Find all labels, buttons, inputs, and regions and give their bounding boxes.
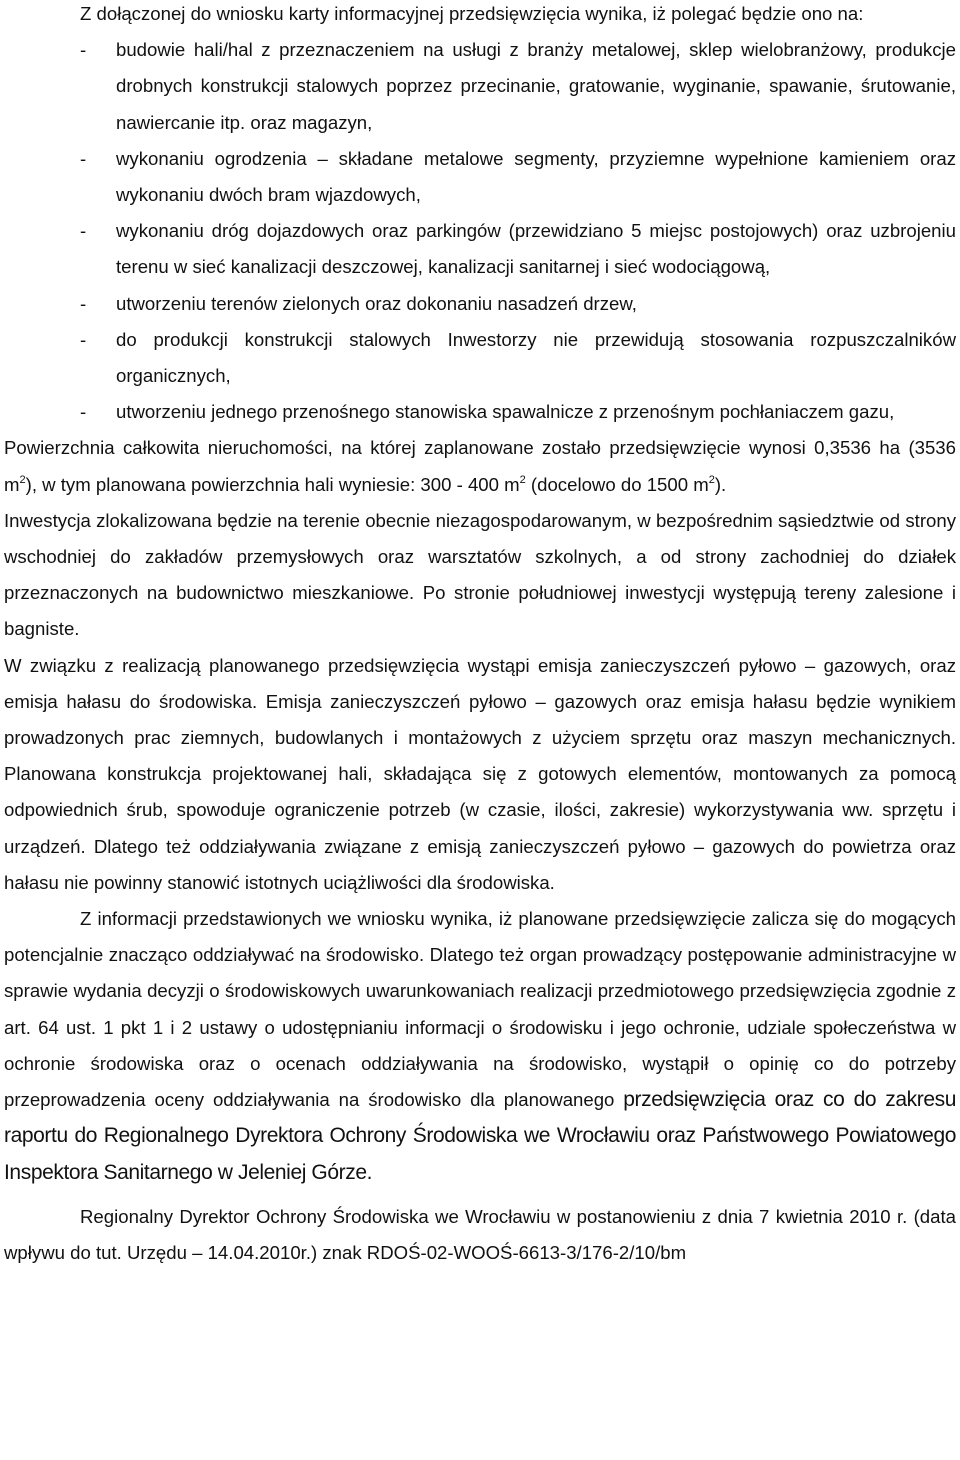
- conclusion-text: Z informacji przedstawionych we wniosku wynika, iż planowane przedsięwzięcie zalicza się do mogących potencjalnie znacząco oddziaływać na środowisko. Dlatego też organ prowadzący postępowanie administracyjne w sprawie wydania decyzji o środowiskowych uwarunkowaniach realizacji przedmiotowego przedsięwzięcia zgodnie z art. 64 ust. 1 pkt 1 i 2 ustawy o udostępnianiu informacji o środowisku i jego ochronie, udziale społeczeństwa w ochronie środowiska oraz o ocenach oddziaływania na środowisko, wystąpił o opinię co do potrzeby przeprowadzenia oceny oddziaływania na środowisko dla planowanego: [4, 908, 956, 1111]
- list-item: [4, 141, 956, 213]
- list-item-text: utworzeniu jednego przenośnego stanowiska spawalnicze z przenośnym pochłaniaczem gazu,: [116, 401, 895, 423]
- area-paragraph: [4, 430, 956, 502]
- list-dash: -: [80, 292, 87, 314]
- list-item-text: budowie hali/hal z przeznaczeniem na usługi z branży metalowej, sklep wielobranżowy, produkcje drobnych konstrukcji stalowych poprzez przecinanie, gratowanie, wyginanie, spawanie, śrutowanie, nawiercanie itp. oraz magazyn,: [116, 39, 956, 133]
- list-dash: -: [80, 401, 87, 423]
- project-scope-list: [4, 32, 956, 430]
- conclusion-paragraph: [4, 901, 956, 1191]
- area-sup-2: 2: [519, 473, 526, 486]
- list-item-text: utworzeniu terenów zielonych oraz dokonaniu nasadzeń drzew,: [116, 292, 637, 314]
- area-text-3: (docelowo do 1500 m: [525, 473, 709, 495]
- location-paragraph: Inwestycja zlokalizowana będzie na terenie obecnie niezagospodarowanym, w bezpośrednim sąsiedztwie od strony wschodniej do zakładów przemysłowych oraz warsztatów szkolnych, a od strony zachodniej do działek przeznaczonych na budownictwo mieszkaniowe. Po stronie południowej inwestycji występują tereny zalesione i bagniste.: [4, 509, 956, 640]
- conclusion-narrow-text: przedsięwzięcia oraz co do zakresu raportu do Regionalnego Dyrektora Ochrony Środowiska we Wrocławiu oraz Państwowego Powiatowego Inspektora Sanitarnego w Jeleniej Górze.: [4, 1088, 957, 1184]
- final-paragraph: Regionalny Dyrektor Ochrony Środowiska we Wrocławiu w postanowieniu z dnia 7 kwietnia 2010 r. (data wpływu do tut. Urzędu – 14.04.2010r.) znak RDOŚ-02-WOOŚ-6613-3/176-2/10/bm: [4, 1205, 956, 1263]
- list-item-text: do produkcji konstrukcji stalowych Inwestorzy nie przewidują stosowania rozpuszczalników organicznych,: [116, 328, 956, 387]
- intro-paragraph: Z dołączonej do wniosku karty informacyjnej przedsięwzięcia wynika, iż polegać będzie ono na:: [80, 3, 864, 24]
- area-sup-3: 2: [708, 473, 715, 486]
- area-sup-1: 2: [19, 473, 26, 486]
- list-item: [4, 213, 956, 285]
- list-item: [4, 322, 956, 394]
- list-item: [4, 394, 956, 430]
- emission-paragraph: W związku z realizacją planowanego przedsięwzięcia wystąpi emisja zanieczyszczeń pyłowo – gazowych, oraz emisja hałasu do środowiska. Emisja zanieczyszczeń pyłowo – gazowych oraz emisja hałasu będzie wynikiem prowadzonych prac ziemnych, budowlanych i montażowych z użyciem sprzętu oraz maszyn mechanicznych. Planowana konstrukcja projektowanej hali, składająca się z gotowych elementów, montowanych za pomocą odpowiednich śrub, spowoduje ograniczenie potrzeb (w czasie, ilości, zakresie) wykorzystywania ww. sprzętu i urządzeń. Dlatego też oddziaływania związane z emisją zanieczyszczeń pyłowo – gazowych do powietrza oraz hałasu nie powinny stanowić istotnych uciążliwości dla środowiska.: [4, 654, 956, 893]
- list-dash: -: [80, 328, 87, 350]
- list-item: [4, 286, 956, 322]
- list-dash: -: [80, 39, 87, 61]
- list-dash: -: [80, 147, 87, 169]
- list-item-text: wykonaniu ogrodzenia – składane metalowe segmenty, przyziemne wypełnione kamieniem oraz wykonaniu dwóch bram wjazdowych,: [116, 147, 956, 206]
- area-text-4: ).: [714, 473, 727, 495]
- area-text-2: ), w tym planowana powierzchnia hali wyniesie: 300 - 400 m: [25, 473, 520, 495]
- list-dash: -: [80, 220, 87, 242]
- list-item-text: wykonaniu dróg dojazdowych oraz parkingów (przewidziano 5 miejsc postojowych) oraz uzbrojeniu terenu w sieć kanalizacji deszczowej, kanalizacji sanitarnej i sieć wodociągową,: [116, 220, 956, 278]
- area-text-1: Powierzchnia całkowita nieruchomości, na której zaplanowane zostało przedsięwzięcie wynosi 0,3536 ha (3536 m: [4, 437, 956, 495]
- list-item: [4, 32, 956, 141]
